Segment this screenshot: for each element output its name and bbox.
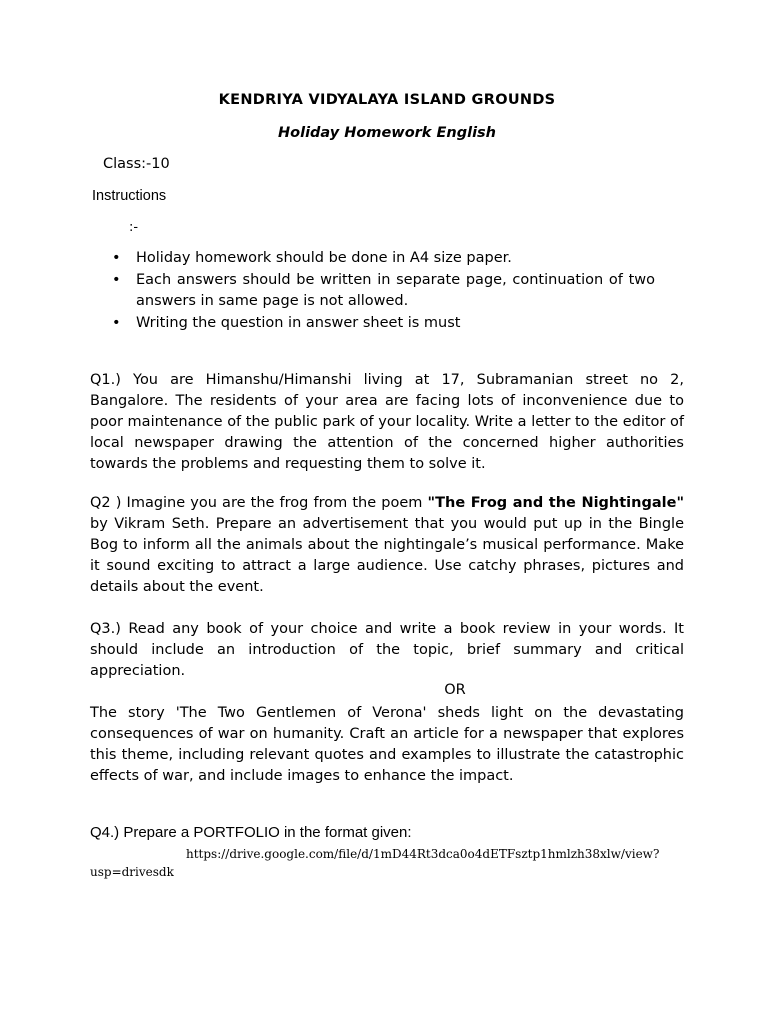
- question-2: [90, 493, 684, 598]
- portfolio-link-text[interactable]: https://drive.google.com/file/d/1mD44Rt3dca0o4dETFsztp1hmlzh38xlw/view?usp=drivesdk: [90, 847, 660, 879]
- bullet-icon: •: [112, 272, 121, 288]
- question-2-prefix: Q2 ) Imagine you are the frog from the poem: [90, 495, 428, 511]
- poem-title: "The Frog and the Nightingale": [427, 495, 684, 511]
- instruction-item: [112, 270, 655, 312]
- bullet-icon: •: [112, 315, 121, 331]
- question-3: Q3.) Read any book of your choice and write a book review in your words. It should include an introduction of the topic, brief summary and critical appreciation.: [90, 621, 684, 679]
- instruction-item: [112, 248, 655, 269]
- instruction-text: Holiday homework should be done in A4 size paper.: [136, 250, 512, 266]
- question-4: Q4.) Prepare a PORTFOLIO in the format given:: [90, 824, 412, 841]
- instruction-item: [112, 313, 655, 334]
- portfolio-link[interactable]: [90, 845, 684, 881]
- instruction-text: Writing the question in answer sheet is must: [136, 315, 461, 331]
- subject-title: Holiday Homework English: [278, 125, 496, 141]
- class-label: Class:-10: [103, 156, 170, 172]
- instructions-label: Instructions: [92, 188, 167, 204]
- instructions-colon: :-: [129, 220, 139, 235]
- question-2-suffix: by Vikram Seth. Prepare an advertisement that you would put up in the Bingle Bog to inform all the animals about the nightingale’s musical performance. Make it sound exciting to attract a large audience. Use catchy phrases, pictures and details about the event.: [90, 516, 684, 595]
- school-title: KENDRIYA VIDYALAYA ISLAND GROUNDS: [218, 92, 556, 108]
- instructions-list: [112, 248, 655, 335]
- question-3-alternative: The story 'The Two Gentlemen of Verona' sheds light on the devastating consequences of war on humanity. Craft an article for a newspaper that explores this theme, including relevant quotes and examples to illustrate the catastrophic effects of war, and include images to enhance the impact.: [90, 705, 684, 784]
- bullet-icon: •: [112, 250, 121, 266]
- or-separator: OR: [444, 682, 466, 698]
- instruction-text: Each answers should be written in separate page, continuation of two answers in same page is not allowed.: [136, 272, 655, 309]
- question-1: Q1.) You are Himanshu/Himanshi living at 17, Subramanian street no 2, Bangalore. The residents of your area are facing lots of inconvenience due to poor maintenance of the public park of your locality. Write a letter to the editor of local newspaper drawing the attention of the concerned higher authorities towards the problems and requesting them to solve it.: [90, 372, 684, 472]
